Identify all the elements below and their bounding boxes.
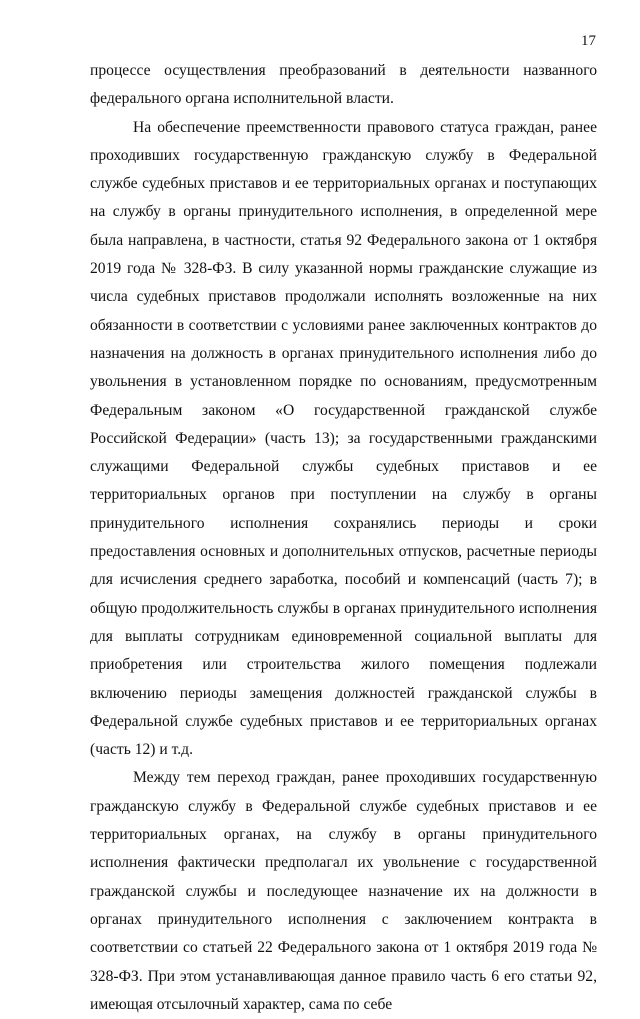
paragraph-continuation: процессе осуществления преобразований в деятельности названного федерального органа исполнительной власти.: [90, 62, 597, 108]
body-text: [90, 57, 597, 1019]
page-number: 17: [581, 33, 596, 49]
paragraph-succession-of-status: На обеспечение преемственности правового статуса граждан, ранее проходивших государственную гражданскую службу в Федеральной службе судебных приставов и ее территориальных органах и поступающих на службу в органы принудительного исполнения, в определенной мере была направлена, в частности, статья 92 Федерального закона от 1 октября 2019 года № 328-ФЗ. В силу указанной нормы гражданские служащие из числа судебных приставов продолжали исполнять возложенные на них обязанности в соответствии с условиями ранее заключенных контрактов до назначения на должность в органах принудительного исполнения либо до увольнения в установленном порядке по основаниям, предусмотренным Федеральным законом «О государственной гражданской службе Российской Федерации» (часть 13); за государственными гражданскими служащими Федеральной службы судебных приставов и ее территориальных органов при поступлении на службу в органы принудительного исполнения сохранялись периоды и сроки предоставления основных и дополнительных отпусков, расчетные периоды для исчисления среднего заработка, пособий и компенсаций (часть 7); в общую продолжительность службы в органах принудительного исполнения для выплаты сотрудникам единовременной социальной выплаты для приобретения или строительства жилого помещения подлежали включению периоды замещения должностей гражданской службы в Федеральной службе судебных приставов и ее территориальных органах (часть 12) и т.д.: [90, 118, 597, 759]
paragraph-transfer-of-citizens: Между тем переход граждан, ранее проходивших государственную гражданскую службу в Федеральной службе судебных приставов и ее территориальных органах, на службу в органы принудительного исполнения фактически предполагал их увольнение с государственной гражданской службы и последующее назначение их на должности в органах принудительного исполнения с заключением контракта в соответствии со статьей 22 Федерального закона от 1 октября 2019 года № 328-ФЗ. При этом устанавливающая данное правило часть 6 его статьи 92, имеющая отсылочный характер, сама по себе: [90, 769, 597, 1013]
